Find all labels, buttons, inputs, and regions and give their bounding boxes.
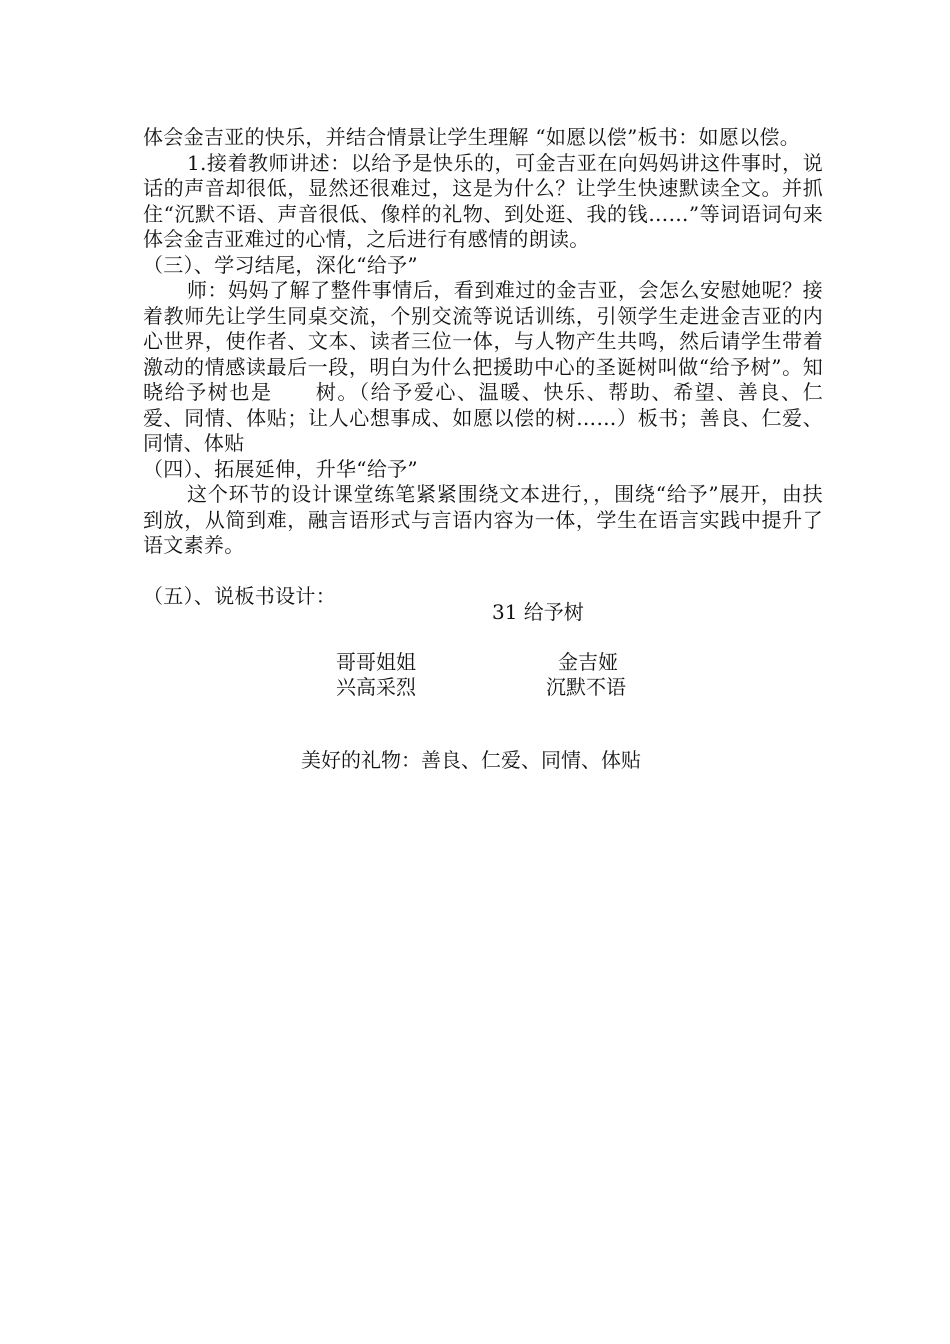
paragraph: 1.接着教师讲述：以给予是快乐的，可金吉亚在向妈妈讲这件事时，说话的声音却很低，显然还很难过，这是为什么？让学生快速默读全文。并抓住“沉默不语、声音很低、像样的礼物、到处逛、我的钱……”等词语词句来体会金吉亚难过的心情，之后进行有感情的朗读。 <box>143 150 823 251</box>
paragraph: 这个环节的设计课堂练笔紧紧围绕文本进行，，围绕“给予”展开，由扶到放，从简到难，融言语形式与言语内容为一体，学生在语言实践中提升了语文素养。 <box>143 482 823 557</box>
document-body <box>143 125 823 609</box>
board-right-bottom: 沉默不语 <box>546 675 626 699</box>
board-right-top: 金吉娅 <box>558 650 618 674</box>
section-heading: （三）、学习结尾，深化“给予” <box>143 252 418 277</box>
section-heading: （五）、说板书设计： <box>143 583 336 608</box>
board-title: 31 给予树 <box>492 600 584 624</box>
board-summary: 美好的礼物：善良、仁爱、同情、体贴 <box>301 748 641 772</box>
board-left-top: 哥哥姐姐 <box>336 650 416 674</box>
paragraph: 体会金吉亚的快乐，并结合情景让学生理解 “如愿以偿”板书：如愿以偿。 <box>143 125 801 149</box>
section-heading: （四）、拓展延伸，升华“给予” <box>143 456 418 481</box>
paragraph: 师：妈妈了解了整件事情后，看到难过的金吉亚，会怎么安慰她呢？接着教师先让学生同桌交流，个别交流等说话训练，引领学生走进金吉亚的内心世界，使作者、文本、读者三位一体，与人物产生共鸣，然后请学生带着激动的情感读最后一段，明白为什么把援助中心的圣诞树叫做“给予树”。知晓给予树也是 树。（给予爱心、温暖、快乐、帮助、希望、善良、仁爱、同情、体贴；让人心想事成、如愿以偿的树……）板书；善良、仁爱、同情、体贴 <box>143 278 823 455</box>
board-left-bottom: 兴高采烈 <box>336 675 416 699</box>
